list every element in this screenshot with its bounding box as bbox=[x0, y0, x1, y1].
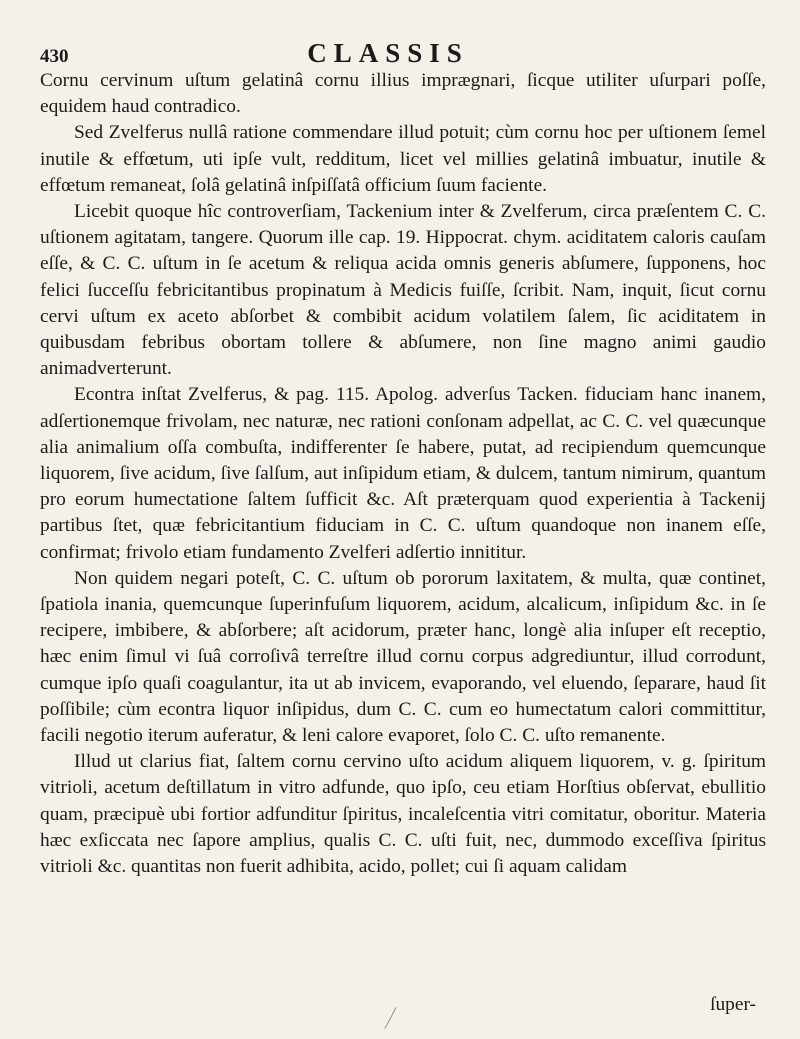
paper-mark bbox=[384, 1007, 396, 1029]
paragraph: Illud ut clarius fiat, ſaltem cornu cervino uſto acidum aliquem liquorem, v. g. ſpiritum vitrioli, acetum deſtillatum in vitro adfunde, quo ipſo, ceu etiam Horſtius obſervat, ebullitio quam, præcipuè ubi fortior adfunditur ſpiritus, incaleſcentia vitri comitatur, oboritur. Materia hæc exſiccata nec ſapore amplius, qualis C. C. uſti fuit, nec, dummodo exceſſiva ſpiritus vitrioli &c. quantitas non fuerit adhibita, acido, pollet; cui ſi aquam calidam bbox=[40, 751, 766, 878]
running-head: CLASSIS bbox=[307, 38, 469, 68]
catchword: ſuper- bbox=[710, 994, 756, 1015]
paragraph: Sed Zvelferus nullâ ratione commendare illud potuit; cùm cornu hoc per uſtionem ſemel inutile & effœtum, uti ipſe vult, redditum, licet vel millies gelatinâ imbuatur, inutile & effœtum remaneat, ſolâ gelatinâ inſpiſſatâ officium ſuum faciente. bbox=[40, 122, 766, 196]
paragraph: Non quidem negari poteſt, C. C. uſtum ob pororum laxitatem, & multa, quæ continet, ſpatiola inania, quemcunque ſuperinfuſum liquorem, acidum, alcalicum, inſipidum &c. in ſe recipere, imbibere, & abſorbere; aſt acidorum, præter hanc, longè alia inſuper eſt receptio, hæc enim ſimul vi ſuâ corroſivâ terreſtre illud cornu corpus adgrediuntur, illud corrodunt, cumque ipſo quaſi coagulantur, ita ut ab invicem, evaporando, vel eluendo, ſeparare, haud ſit poſſibile; cùm econtra liquor inſipidus, dum C. C. cum eo humectatum calori committitur, facili negotio iterum auferatur, & leni calore evaporet, ſolo C. C. uſto remanente. bbox=[40, 567, 766, 747]
page-header bbox=[40, 38, 766, 68]
paragraph: Licebit quoque hîc controverſiam, Tackenium inter & Zvelferum, circa præſentem C. C. uſtionem agitatam, tangere. Quorum ille cap. 19. Hippocrat. chym. aciditatem caloris cauſam eſſe, & C. C. uſtum in ſe acetum & reliqua acida omnis generis abſumere, ſupponens, hoc felici ſucceſſu febricitantibus propinatum à Medicis fuiſſe, ſcribit. Nam, inquit, ſicut cornu cervi uſtum ex aceto abſorbet & combibit acidum volatilem ſalem, ſic aciditatem in quibusdam febribus obortam tollere & abſumere, non ſine magno animi gaudio animadverterunt. bbox=[40, 201, 766, 380]
body-text bbox=[40, 68, 766, 880]
paragraph: Econtra inſtat Zvelferus, & pag. 115. Apolog. adverſus Tacken. fiduciam hanc inanem, adſertionemque frivolam, nec naturæ, nec rationi conſonam adpellat, ac C. C. vel quæcunque alia animalium oſſa combuſta, indifferenter ſe habere, putat, ad recipiendum quemcunque liquorem, ſive acidum, ſive ſalſum, aut inſipidum etiam, & dulcem, tantum nimirum, quantum pro eorum humectatione ſaltem ſufficit &c. Aſt præterquam quod experientia à Tackenij partibus ſtet, quæ febricitantium fiduciam in C. C. uſtum quandoque non inanem eſſe, confirmat; frivolo etiam fundamento Zvelferi adſertio innititur. bbox=[40, 384, 766, 563]
page-number: 430 bbox=[40, 46, 69, 67]
paragraph: Cornu cervinum uſtum gelatinâ cornu illius imprægnari, ſicque utiliter uſurpari poſſe, equidem haud contradico. bbox=[40, 70, 766, 118]
